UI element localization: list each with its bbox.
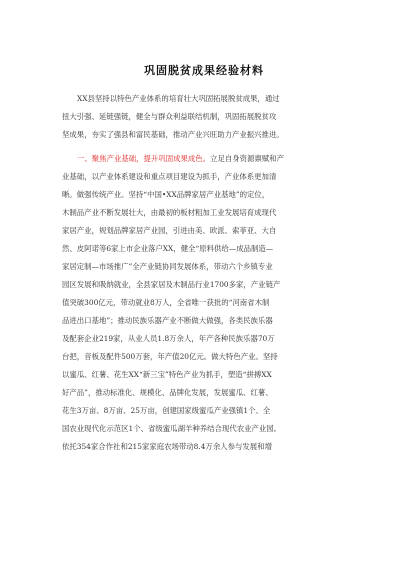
text-line: 扭大引强、延链强链，健全与群众利益联结机制，巩固拓展脱贫攻	[62, 112, 277, 121]
text-line: 家居产业，规划品牌家居产业园，引进由美、欧派、索菲亚、大自	[62, 226, 277, 235]
text-line: 花生3万亩、8万亩、25万亩，创建国家级蜜瓜产业强镇1个、全	[62, 406, 271, 415]
section-heading-continuation: 立足自身资源禀赋和产	[210, 154, 284, 163]
text-line: 坚成果，夯实了强县和富民基础，推动产业兴旺助力产业振兴推进。	[62, 130, 284, 139]
document-title: 巩固脱贫成果经验材料	[144, 64, 264, 77]
text-line: 依托354家合作社和215家家庭农场带动8.4万余人参与发展和增	[62, 442, 272, 451]
text-line: 木制品产业不断发展壮大，由最初的板材粗加工业发展培育成现代	[62, 208, 277, 217]
text-line: 园区发展和吸纳就业，全县家居及木制品行业1700多家，产业链产	[62, 280, 281, 289]
text-line: 家居定制—市场推广”全产业链协同发展体系，带动六个乡镇专业	[62, 262, 273, 271]
paragraph-intro	[62, 90, 354, 144]
text-line: 然、皮阿诺等6家上市企业落户XX，健全“原料供给—成品制造—	[62, 244, 274, 253]
text-line	[62, 150, 354, 168]
text-line: 业基础，以产业体系建设和重点项目建设为抓手，产业体系更加清	[62, 172, 277, 181]
text-line: 好产品”，推动标准化、规模化、品牌化发展，发展蜜瓜、红薯、	[62, 388, 273, 397]
text-line: XX县坚持以特色产业体系的培育壮大巩固拓展脱贫成果，通过	[77, 94, 280, 103]
section-heading: 一、聚焦产业基础，提升巩固成果成色。	[77, 154, 211, 163]
paragraph-section-one	[62, 150, 354, 456]
text-line: 国农业现代化示范区1个、省级蜜瓜湖羊种养结合现代农业产业园。	[62, 424, 282, 433]
text-line: 晰。做强传统产业。坚持“中国•XX品牌家居产业基地”的定位，	[62, 190, 270, 199]
text-line: 台把，音板及配件500万套，年产值20亿元。做大特色产业。坚持	[62, 352, 278, 361]
text-line: 值突破300亿元，带动就业8万人，全省唯一获批的“河南省木制	[62, 298, 270, 307]
text-line: 品进出口基地”；推动民族乐器产业不断做大做强，各类民族乐器	[62, 316, 273, 325]
text-line: 及配套企业219家，从业人员1.8万余人，年产各种民族乐器70万	[62, 334, 275, 343]
text-line: 以蜜瓜、红薯、花生XX“新三宝”特色产业为抓手，塑造“拼搏XX	[62, 370, 272, 379]
